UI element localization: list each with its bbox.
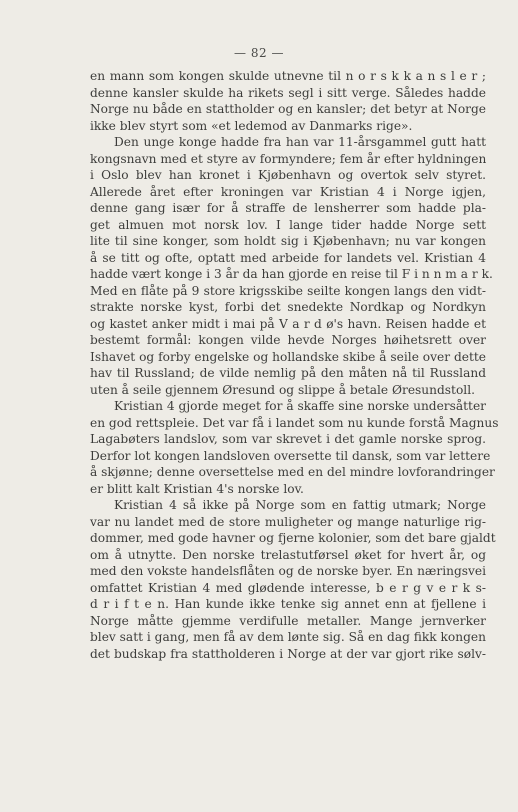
text-line: denne gang især for å straffe de lensherrer som hadde pla- [90,201,486,215]
text-line: hadde vært konge i 3 år da han gjorde en reise til F i n n m a r k. [90,267,493,281]
text-line: å se titt og ofte, optatt med arbeide for landets vel. Kristian 4 [90,250,486,265]
text-line: i Oslo blev han kronet i Kjøbenhavn og overtok selv styret. [90,168,486,182]
text-line: kongsnavn med et styre av formyndere; fem år efter hyldningen [90,151,487,166]
text-line: hav til Russland; de vilde nemlig på den måten nå til Russland [90,366,486,380]
text-line: Norge nu både en stattholder og en kansler; det betyr at Norge [90,102,486,116]
text-line: d r i f t e n. Han kunde ikke tenke sig annet enn at fjellene i [90,597,486,611]
text-line: Kristian 4 så ikke på Norge som en fattig utmark; Norge [114,498,486,512]
page-number: — 82 — [234,46,284,60]
text-line: uten å seile gjennem Øresund og slippe å betale Øresundstoll. [90,382,475,397]
text-line: og kastet anker midt i mai på V a r d ø's havn. Reisen hadde et [90,316,486,331]
text-line: Den unge konge hadde fra han var 11-årsgammel gutt hatt [114,135,486,149]
body-text [90,68,499,662]
text-line: blev satt i gang, men få av dem lønte sig. Så en dag fikk kongen [90,630,486,644]
text-line: Ishavet og forby engelske og hollandske skibe å seile over dette [90,349,486,364]
text-line: Lagabøters landslov, som var skrevet i det gamle norske sprog. [90,432,486,446]
text-line: det budskap fra stattholderen i Norge at der var gjort rike sølv- [90,646,486,661]
text-line: Kristian 4 gjorde meget for å skaffe sine norske undersåtter [114,399,486,413]
text-line: en god rettspleie. Det var få i landet som nu kunde forstå Magnus [90,415,499,430]
text-line: Allerede året efter kroningen var Kristian 4 i Norge igjen, [90,184,486,199]
text-line: var nu landet med de store muligheter og mange naturlige rig- [90,514,486,529]
text-line: denne kansler skulde ha rikets segl i sitt verge. Således hadde [90,85,486,100]
text-line: dommer, med gode havner og fjerne kolonier, som det bare gjaldt [90,531,496,545]
text-line: strakte norske kyst, forbi det snedekte Nordkap og Nordkyn [90,300,486,314]
text-line: en mann som kongen skulde utnevne til n o r s k k a n s l e r ; [90,69,486,83]
text-line: ikke blev styrt som «et ledemod av Danmarks rige». [90,118,413,133]
text-line: å skjønne; denne oversettelse med en del mindre lovforandringer [90,465,495,479]
text-line: med den vokste handelsflåten og de norske byer. En næringsvei [90,564,486,578]
text-line: get almuen mot norsk lov. I lange tider hadde Norge sett [90,217,486,232]
text-line: er blitt kalt Kristian 4's norske lov. [90,481,304,496]
text-line: omfattet Kristian 4 med glødende interesse, b e r g v e r k s- [90,580,486,595]
text-line: Med en flåte på 9 store krigsskibe seilte kongen langs den vidt- [90,283,486,298]
text-line: Norge måtte gjemme verdifulle metaller. Mange jernverker [90,613,486,628]
text-line: Derfor lot kongen landsloven oversette til dansk, som var lettere [90,448,491,463]
text-line: bestemt formål: kongen vilde hevde Norges høihetsrett over [90,333,486,347]
text-line: lite til sine konger, som holdt sig i Kjøbenhavn; nu var kongen [90,234,486,248]
text-line: om å utnytte. Den norske trelastutførsel øket for hvert år, og [90,547,486,562]
